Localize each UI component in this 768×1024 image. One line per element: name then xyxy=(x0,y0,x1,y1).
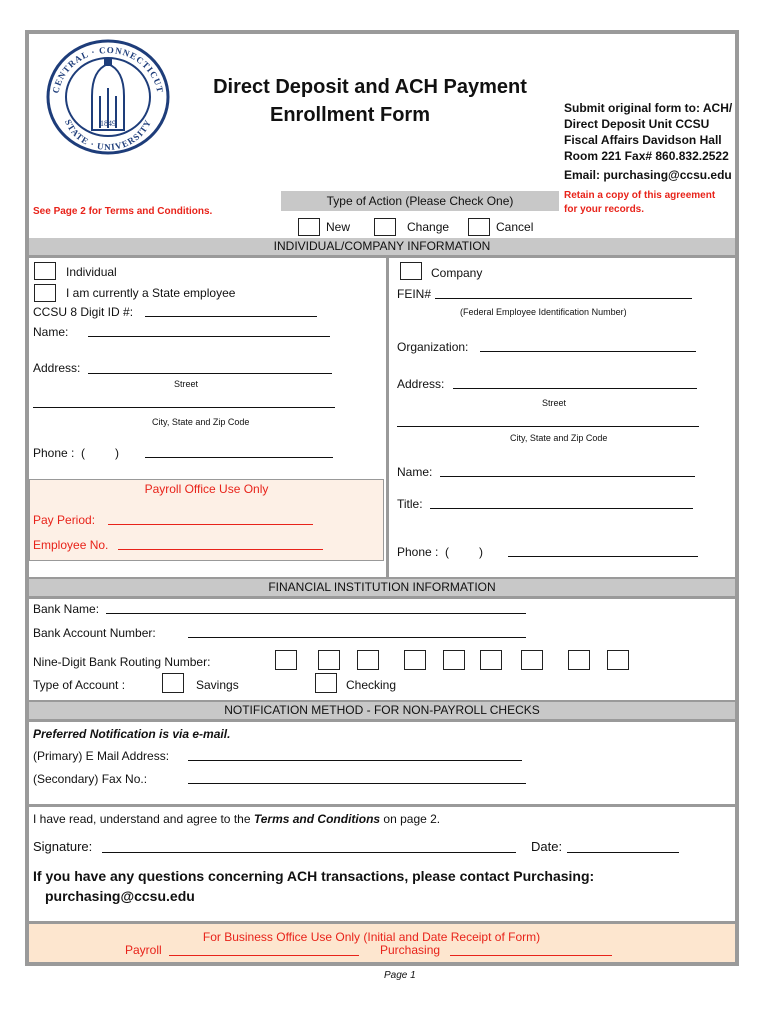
bank-name-label: Bank Name: xyxy=(33,602,100,616)
routing-number-label: Nine-Digit Bank Routing Number: xyxy=(33,655,211,669)
terms-reference: Terms and Conditions xyxy=(253,812,381,826)
individual-name-label: Name: xyxy=(33,325,69,339)
company-checkbox[interactable] xyxy=(400,262,422,280)
divider xyxy=(29,255,735,258)
new-label: New xyxy=(326,220,351,234)
purchasing-email: purchasing@ccsu.edu xyxy=(45,888,195,904)
seal-year: 1849 xyxy=(100,119,116,128)
section-individual-company: INDIVIDUAL/COMPANY INFORMATION xyxy=(29,238,735,255)
company-label: Company xyxy=(431,266,483,280)
primary-email-field[interactable] xyxy=(188,760,522,761)
individual-city-field[interactable] xyxy=(33,407,335,408)
cancel-checkbox[interactable] xyxy=(468,218,490,236)
submit-email: Email: purchasing@ccsu.edu xyxy=(564,168,732,182)
routing-digit-box[interactable] xyxy=(275,650,297,670)
routing-digit-box[interactable] xyxy=(443,650,465,670)
action-title: Type of Action (Please Check One) xyxy=(326,194,514,208)
checking-checkbox[interactable] xyxy=(315,673,337,693)
cancel-label: Cancel xyxy=(496,220,534,234)
company-name-field[interactable] xyxy=(440,476,695,477)
account-number-field[interactable] xyxy=(188,637,526,638)
form-title-line1: Direct Deposit and ACH Payment xyxy=(213,76,527,98)
submit-line: Direct Deposit Unit CCSU xyxy=(564,117,710,131)
retain-note-line2: for your records. xyxy=(564,204,645,215)
seal-top-text: CENTRAL · CONNECTICUT xyxy=(50,44,166,95)
divider xyxy=(29,596,735,599)
individual-checkbox[interactable] xyxy=(34,262,56,280)
section-financial: FINANCIAL INSTITUTION INFORMATION xyxy=(29,579,735,596)
agreement-suffix: on page 2. xyxy=(383,812,441,826)
ccsu-id-label: CCSU 8 Digit ID #: xyxy=(33,305,134,319)
date-label: Date: xyxy=(531,839,563,854)
secondary-fax-label: (Secondary) Fax No.: xyxy=(33,772,148,786)
business-purchasing-label: Purchasing xyxy=(380,943,441,957)
submit-line: Submit original form to: ACH/ xyxy=(564,101,733,115)
individual-label: Individual xyxy=(66,265,117,279)
retain-note-line1: Retain a copy of this agreement xyxy=(564,190,716,201)
state-employee-label: I am currently a State employee xyxy=(66,286,236,300)
individual-city-caption: City, State and Zip Code xyxy=(152,417,250,427)
agreement-statement xyxy=(33,812,440,826)
preferred-notification: Preferred Notification is via e-mail. xyxy=(33,727,231,741)
routing-digit-box[interactable] xyxy=(404,650,426,670)
payroll-office-title: Payroll Office Use Only xyxy=(144,482,269,496)
university-seal xyxy=(44,38,172,156)
company-street-caption: Street xyxy=(542,398,567,408)
questions-line1: If you have any questions concerning ACH transactions, please contact Purchasing: xyxy=(33,868,595,884)
form-title-line2: Enrollment Form xyxy=(269,104,430,126)
organization-field[interactable] xyxy=(480,351,696,352)
business-payroll-label: Payroll xyxy=(125,943,162,957)
routing-digit-box[interactable] xyxy=(521,650,543,670)
individual-street-caption: Street xyxy=(174,379,199,389)
fein-note: (Federal Employee Identification Number) xyxy=(460,307,627,317)
routing-digit-box[interactable] xyxy=(568,650,590,670)
divider xyxy=(29,719,735,722)
terms-note: See Page 2 for Terms and Conditions. xyxy=(33,206,213,217)
routing-digit-box[interactable] xyxy=(357,650,379,670)
employee-no-field[interactable] xyxy=(118,549,323,550)
account-type-label: Type of Account : xyxy=(33,678,126,692)
company-phone-field[interactable] xyxy=(508,556,698,557)
savings-label: Savings xyxy=(196,678,239,692)
change-label: Change xyxy=(407,220,450,234)
company-street-field[interactable] xyxy=(453,388,697,389)
routing-digit-box[interactable] xyxy=(607,650,629,670)
individual-address-label: Address: xyxy=(33,361,81,375)
routing-digit-box[interactable] xyxy=(318,650,340,670)
page-number: Page 1 xyxy=(384,970,416,981)
submit-line: Room 221 Fax# 860.832.2522 xyxy=(564,149,729,163)
individual-name-field[interactable] xyxy=(88,336,330,337)
date-field[interactable] xyxy=(567,852,679,853)
business-purchasing-field[interactable] xyxy=(450,955,612,956)
company-city-field[interactable] xyxy=(397,426,699,427)
bank-name-field[interactable] xyxy=(106,613,526,614)
company-name-label: Name: xyxy=(397,465,433,479)
company-phone-label: Phone : ( ) xyxy=(397,545,484,559)
company-address-label: Address: xyxy=(397,377,445,391)
agreement-prefix: I have read, understand and agree to the xyxy=(33,812,251,826)
business-payroll-field[interactable] xyxy=(169,955,359,956)
company-title-label: Title: xyxy=(397,497,423,511)
company-title-field[interactable] xyxy=(430,508,693,509)
business-office-title: For Business Office Use Only (Initial and Date Receipt of Form) xyxy=(202,930,541,944)
fein-label: FEIN# xyxy=(397,287,432,301)
signature-label: Signature: xyxy=(33,839,93,854)
section-notification: NOTIFICATION METHOD - FOR NON-PAYROLL CHECKS xyxy=(29,702,735,719)
individual-phone-field[interactable] xyxy=(145,457,333,458)
pay-period-field[interactable] xyxy=(108,524,313,525)
individual-phone-label: Phone : ( ) xyxy=(33,446,120,460)
change-checkbox[interactable] xyxy=(374,218,396,236)
employee-no-label: Employee No. xyxy=(33,538,109,552)
fein-field[interactable] xyxy=(435,298,692,299)
checking-label: Checking xyxy=(346,678,397,692)
submit-line: Fiscal Affairs Davidson Hall xyxy=(564,133,722,147)
new-checkbox[interactable] xyxy=(298,218,320,236)
seal-bottom-text: STATE · UNIVERSITY xyxy=(62,117,154,153)
savings-checkbox[interactable] xyxy=(162,673,184,693)
account-number-label: Bank Account Number: xyxy=(33,626,156,640)
divider xyxy=(29,804,735,807)
state-employee-checkbox[interactable] xyxy=(34,284,56,302)
submit-info xyxy=(564,100,732,164)
individual-street-field[interactable] xyxy=(88,373,332,374)
pay-period-label: Pay Period: xyxy=(33,513,96,527)
organization-label: Organization: xyxy=(397,340,469,354)
column-divider xyxy=(386,258,389,578)
secondary-fax-field[interactable] xyxy=(188,783,526,784)
company-city-caption: City, State and Zip Code xyxy=(510,433,608,443)
routing-digit-box[interactable] xyxy=(480,650,502,670)
primary-email-label: (Primary) E Mail Address: xyxy=(33,749,170,763)
ccsu-id-field[interactable] xyxy=(145,316,317,317)
signature-field[interactable] xyxy=(102,852,516,853)
